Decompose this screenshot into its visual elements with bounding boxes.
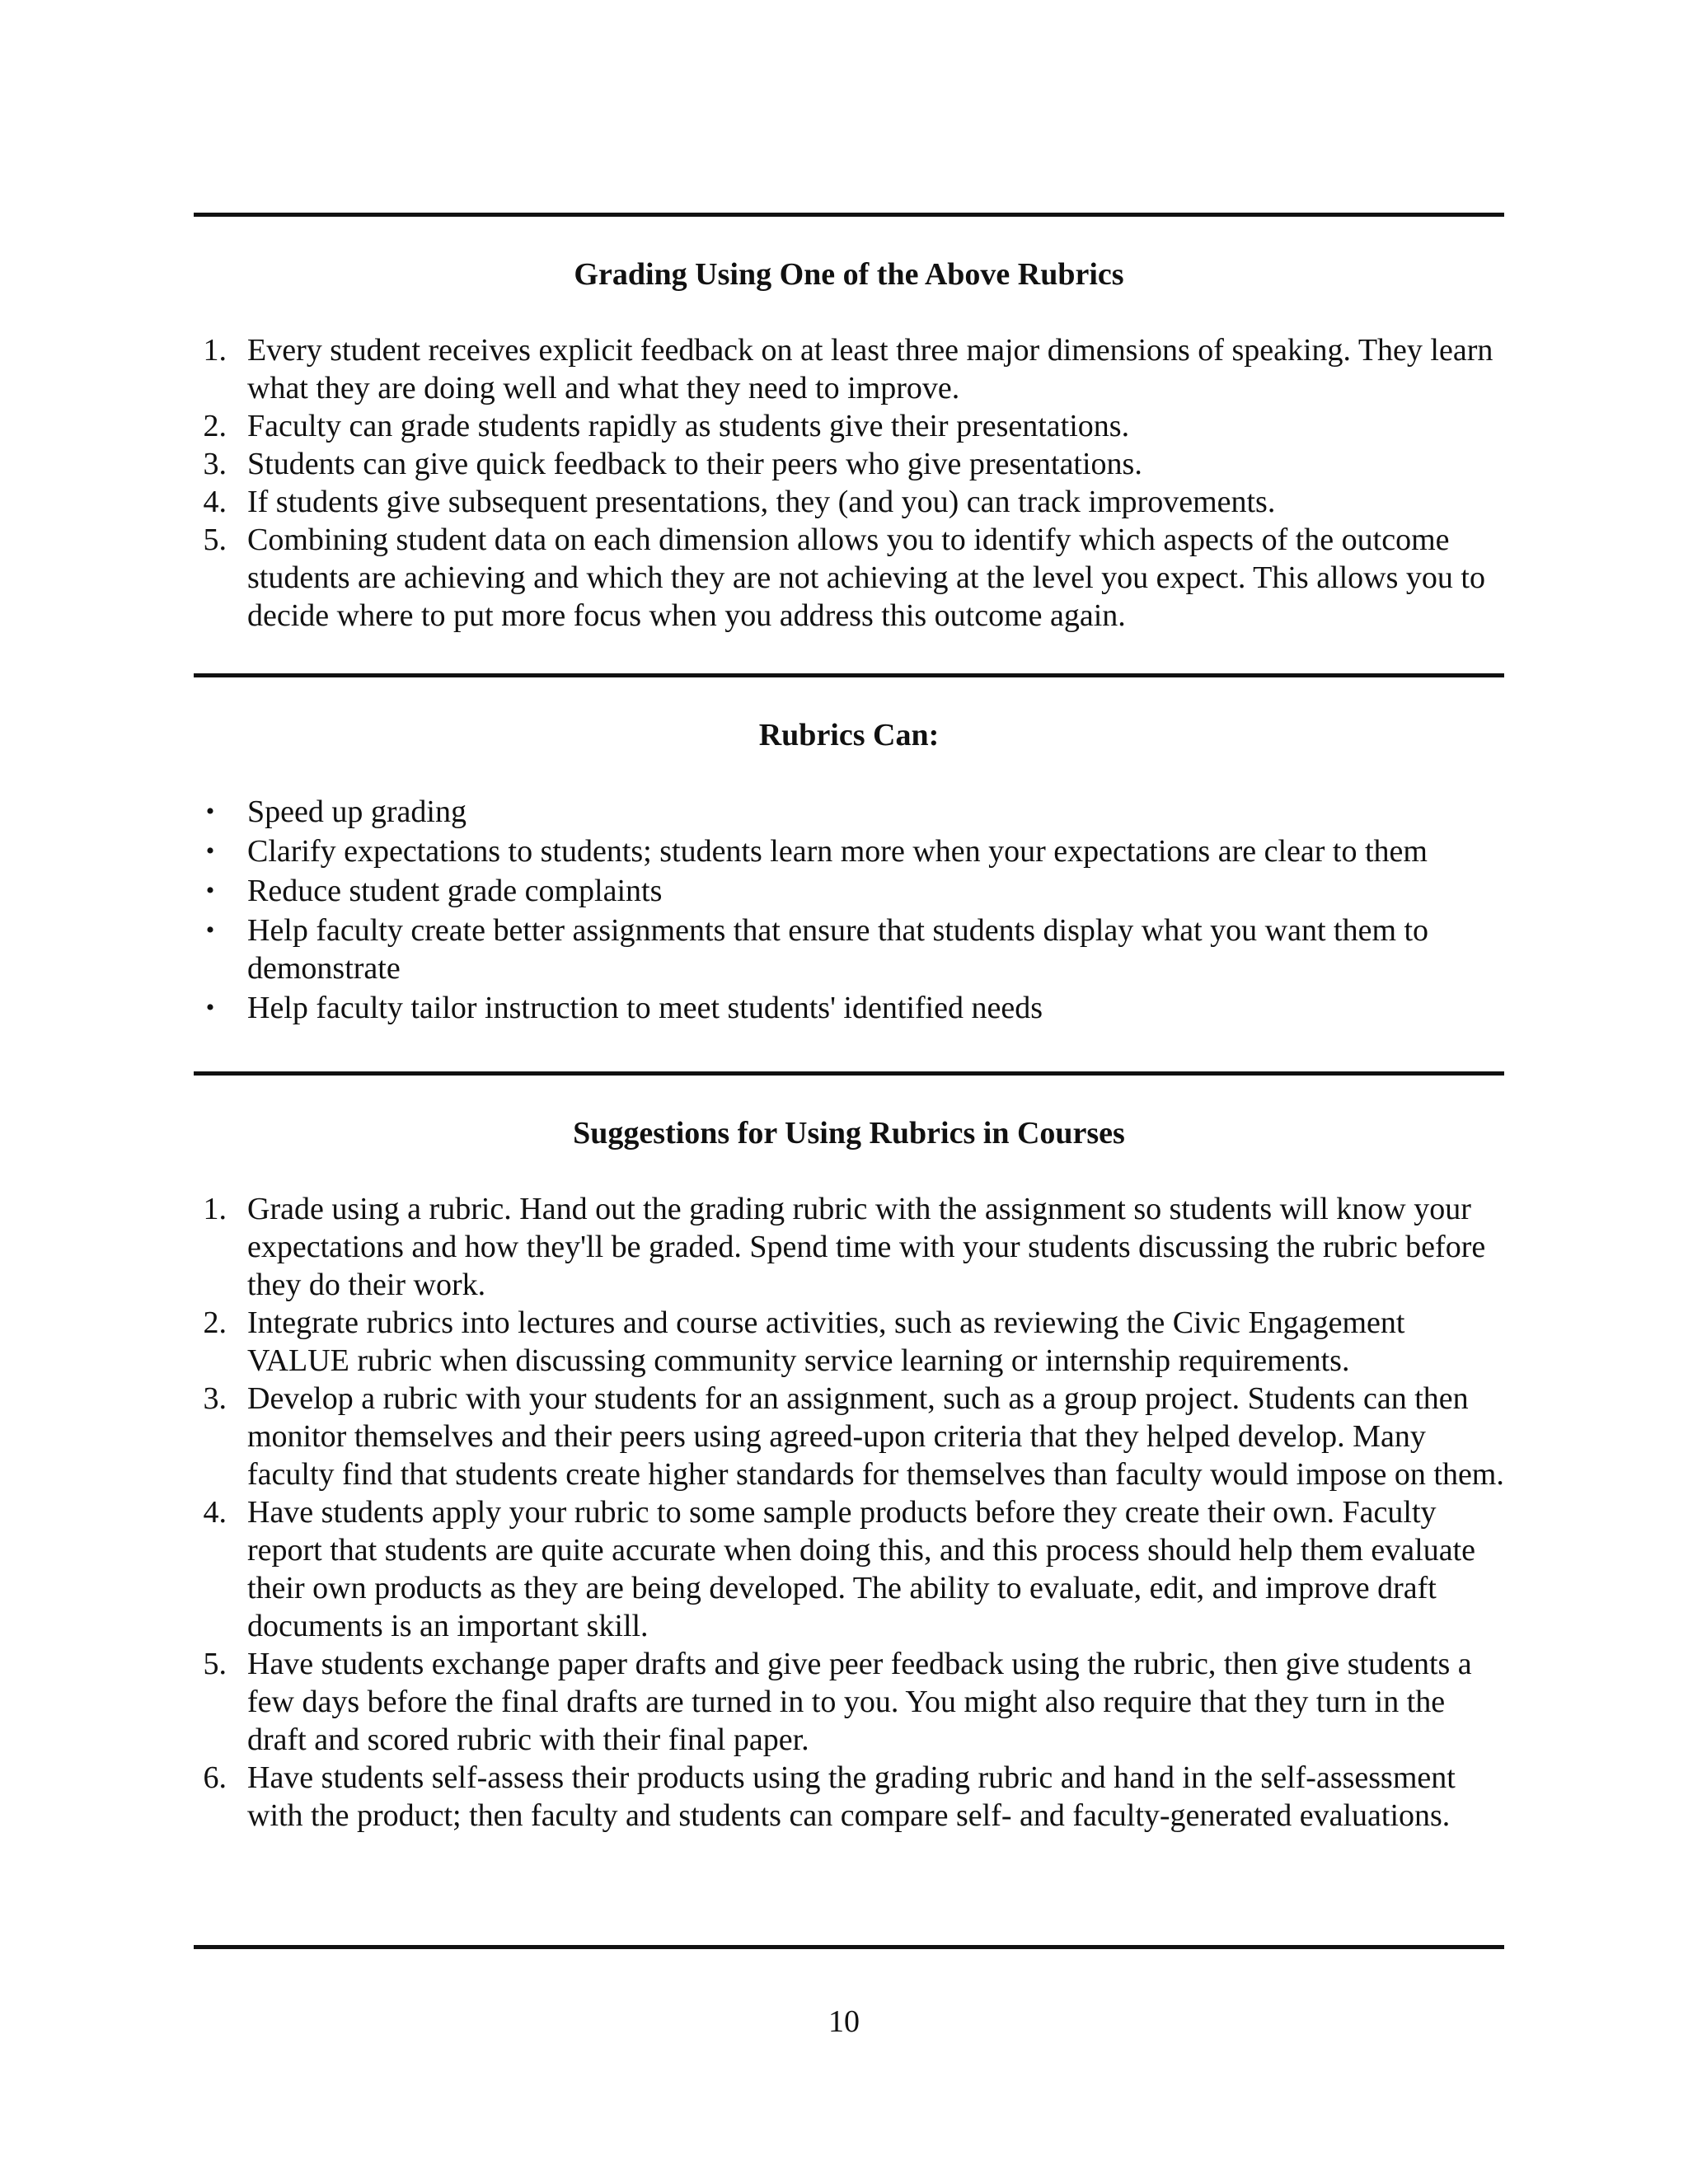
bullet-icon: • — [205, 877, 215, 904]
page-number: 10 — [828, 2004, 860, 2039]
list-item-text: Every student receives explicit feedback on at least three major dimensions of speaking. They learn what they are doing well and what they need to improve. — [247, 333, 1493, 405]
list-item — [194, 1190, 1504, 1304]
list-item — [194, 1380, 1504, 1493]
list-item-text: Students can give quick feedback to their peers who give presentations. — [247, 447, 1142, 481]
list-item — [194, 445, 1504, 483]
bullet-icon: • — [205, 798, 215, 825]
list-item — [194, 832, 1504, 870]
list-number: 3. — [203, 1381, 227, 1416]
list-item-text: Reduce student grade complaints — [247, 874, 663, 908]
list-number: 6. — [203, 1760, 227, 1795]
section-heading-rubrics-can: Rubrics Can: — [758, 718, 940, 752]
list-item — [194, 1304, 1504, 1380]
list-item — [194, 793, 1504, 831]
list-number: 1. — [203, 1192, 227, 1226]
list-number: 3. — [203, 447, 227, 481]
list-number: 2. — [203, 1305, 227, 1340]
list-item-text: Speed up grading — [247, 794, 467, 829]
list-item-text: Have students exchange paper drafts and give peer feedback using the rubric, then give students a few days before the final drafts are turned in to you. You might also require that they turn in the draft and scored rubric with their final paper. — [247, 1647, 1472, 1757]
list-item — [194, 407, 1504, 445]
section-divider-top — [194, 213, 1504, 217]
bullet-icon: • — [205, 916, 215, 944]
bullet-icon: • — [205, 994, 215, 1021]
section-heading-grading: Grading Using One of the Above Rubrics — [574, 257, 1124, 292]
list-item-text: Help faculty create better assignments that ensure that students display what you want them to demonstrate — [247, 913, 1429, 986]
list-item-text: Help faculty tailor instruction to meet students' identified needs — [247, 991, 1043, 1025]
list-item — [194, 989, 1504, 1027]
section-divider — [194, 1071, 1504, 1076]
list-number: 5. — [203, 523, 227, 557]
list-item-text: Faculty can grade students rapidly as students give their presentations. — [247, 409, 1130, 443]
list-item-text: Integrate rubrics into lectures and course activities, such as reviewing the Civic Engagement VALUE rubric when discussing community service learning or internship requirements. — [247, 1305, 1405, 1378]
list-item — [194, 872, 1504, 910]
list-number: 4. — [203, 485, 227, 519]
section-divider-bottom — [194, 1945, 1504, 1949]
section-heading-suggestions: Suggestions for Using Rubrics in Courses — [573, 1116, 1125, 1151]
bullet-icon: • — [205, 837, 215, 865]
rubrics-can-list — [194, 793, 1504, 1027]
list-number: 4. — [203, 1495, 227, 1530]
list-number: 5. — [203, 1647, 227, 1681]
list-number: 2. — [203, 409, 227, 443]
list-item-text: Have students self-assess their products using the grading rubric and hand in the self-assessment with the product; then faculty and students can compare self- and faculty-generated evaluations. — [247, 1760, 1456, 1833]
list-item — [194, 331, 1504, 407]
list-item — [194, 912, 1504, 987]
grading-list — [194, 331, 1504, 635]
list-item-text: Clarify expectations to students; students learn more when your expectations are clear to them — [247, 834, 1428, 869]
list-item-text: Have students apply your rubric to some sample products before they create their own. Faculty report that students are quite accurate when doing this, and this process should help them evaluate their own products as they are being developed. The ability to evaluate, edit, and improve draft documents is an important skill. — [247, 1495, 1476, 1643]
list-item — [194, 521, 1504, 635]
section-divider — [194, 673, 1504, 677]
list-item — [194, 1645, 1504, 1759]
list-item-text: If students give subsequent presentations, they (and you) can track improvements. — [247, 485, 1276, 519]
list-item-text: Develop a rubric with your students for an assignment, such as a group project. Students can then monitor themselves and their peers using agreed-upon criteria that they helped develop. Many faculty find that students create higher standards for themselves than faculty would impose on them. — [247, 1381, 1504, 1492]
list-item — [194, 1759, 1504, 1835]
list-item — [194, 483, 1504, 521]
suggestions-list — [194, 1190, 1504, 1835]
list-item-text: Combining student data on each dimension allows you to identify which aspects of the outcome students are achieving and which they are not achieving at the level you expect. This allows you to decide where to put more focus when you address this outcome again. — [247, 523, 1485, 633]
list-item-text: Grade using a rubric. Hand out the grading rubric with the assignment so students will know your expectations and how they'll be graded. Spend time with your students discussing the rubric before they do their work. — [247, 1192, 1486, 1302]
list-item — [194, 1493, 1504, 1645]
list-number: 1. — [203, 333, 227, 368]
